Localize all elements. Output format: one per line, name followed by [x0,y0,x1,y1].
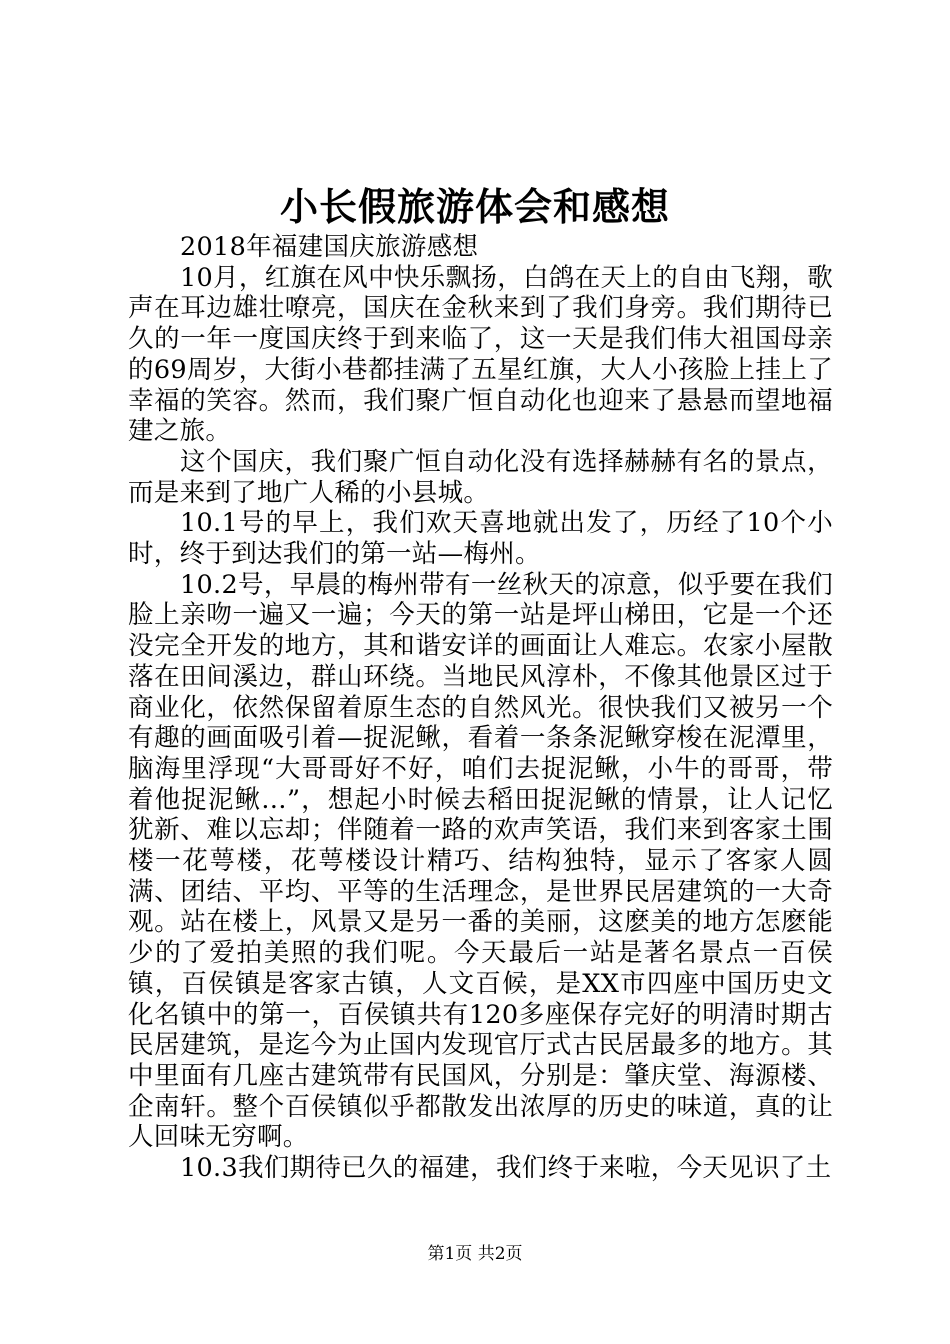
paragraph-national-day: 这个国庆，我们聚广恒自动化没有选择赫赫有名的景点，而是来到了地广人稀的小县城。 [128,446,833,508]
document-body [128,232,833,1184]
paragraph-day-3: 10.3我们期待已久的福建，我们终于来啦，今天见识了土 [180,1153,832,1184]
paragraph-day-2: 10.2号，早晨的梅州带有一丝秋天的凉意，似乎要在我们脸上亲吻一遍又一遍；今天的第一站是坪山梯田，它是一个还没完全开发的地方，其和谐安详的画面让人难忘。农家小屋散落在田间溪边，群山环绕。当地民风淳朴，不像其他景区过于商业化，依然保留着原生态的自然风光。很快我们又被另一个有趣的画面吸引着—捉泥鳅，看着一条条泥鳅穿梭在泥潭里，脑海里浮现“大哥哥好不好，咱们去捉泥鳅，小牛的哥哥，带着他捉泥鳅…”，想起小时候去稻田捉泥鳅的情景，让人记忆犹新、难以忘却；伴随着一路的欢声笑语，我们来到客家土围楼一花萼楼，花萼楼设计精巧、结构独特，显示了客家人圆满、团结、平均、平等的生活理念，是世界民居建筑的一大奇观。站在楼上，风景又是另一番的美丽，这麽美的地方怎麽能少的了爱拍美照的我们呢。今天最后一站是著名景点一百侯镇，百侯镇是客家古镇，人文百候，是XX市四座中国历史文化名镇中的第一，百侯镇共有120多座保存完好的明清时期古民居建筑，是迄今为止国内发现官厅式古民居最多的地方。其中里面有几座古建筑带有民国风，分别是：肇庆堂、海源楼、企南轩。整个百侯镇似乎都散发出浓厚的历史的味道，真的让人回味无穷啊。 [128,569,833,1153]
document-title: 小长假旅游体会和感想 [279,184,670,229]
paragraph-subtitle: 2018年福建国庆旅游感想 [180,232,479,262]
paragraph-day-1: 10.1号的早上，我们欢天喜地就出发了，历经了10个小时，终于到达我们的第一站—梅州。 [128,508,833,570]
page-footer: 第1页 共2页 [427,1244,523,1264]
paragraph-intro: 10月，红旗在风中快乐飘扬，白鸽在天上的自由飞翔，歌声在耳边雄壮嘹亮，国庆在金秋来到了我们身旁。我们期待已久的一年一度国庆终于到来临了，这一天是我们伟大祖国母亲的69周岁，大街小巷都挂满了五星红旗，大人小孩脸上挂上了幸福的笑容。然而，我们聚广恒自动化也迎来了悬悬而望地福建之旅。 [128,262,833,447]
